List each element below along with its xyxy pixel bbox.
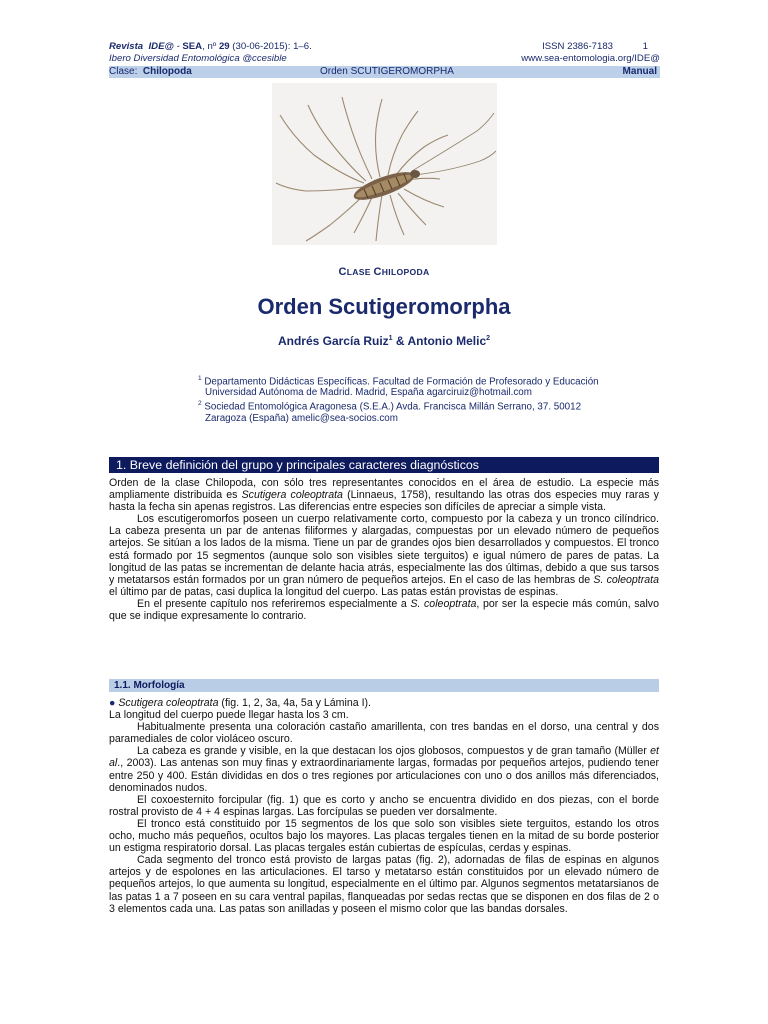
- journal-name: IDE@: [148, 41, 174, 52]
- paragraph-text: En el presente capítulo nos referiremos especialmente a: [137, 597, 411, 610]
- class-heading-c: C: [338, 266, 347, 278]
- scutigera-photo: [272, 83, 497, 245]
- journal-subheader: [109, 53, 660, 64]
- affiliation-1-line2: Universidad Autónoma de Madrid. Madrid, España agarciruiz@hotmail.com: [205, 387, 532, 399]
- issue-date: (30-06-2015): 1–6.: [229, 41, 312, 52]
- paragraph: El tronco está constituido por 15 segmentos de los que solo son visibles siete terguitos, estando los otros ocho, mucho más pequeños, ocultos bajo los mayores. Las placas tergales tienen en la mitad de su borde posterior un estigma respiratorio dorsal. Las placas tergales están cubiertas de espículas, cerdas y espinas.: [109, 817, 659, 855]
- orden-label: Orden: [320, 66, 348, 77]
- class-heading-ch: C: [373, 266, 382, 278]
- class-heading: [0, 266, 768, 278]
- affiliation-2-line1: Sociedad Entomológica Aragonesa (S.E.A.) Avda. Francisca Millán Serrano, 37. 50012: [201, 401, 582, 413]
- issn: ISSN 2386-7183: [542, 41, 613, 52]
- paragraph: El coxoesternito forcipular (fig. 1) que es corto y ancho se encuentra dividido en dos piezas, con el borde rostral provisto de 4 + 4 espinas largas. Las forcípulas se pueden ver dorsalmente.: [109, 793, 659, 818]
- section-1-1-heading: 1.1. Morfología: [109, 679, 659, 692]
- species-name: S. coleoptrata: [593, 573, 660, 586]
- paragraph: Cada segmento del tronco está provisto de largas patas (fig. 2), adornadas de filas de espinas en algunos artejos y de espolones en las articulaciones. El tarso y metatarso están constituidos por un elevado número de pequeños artejos, lo que aumenta su longitud, especialmente en el último par. Algunos segmentos metatarsianos de las patas 1 a 7 poseen en su cara ventral papilas, flanqueadas por sedas rectas que se disponen en dos filas de 2 o 3 elementos cada una. Las patas son anilladas y poseen el mismo color que las bandas dorsales.: [109, 854, 659, 915]
- section-1-1-body: [109, 697, 659, 915]
- bullet-icon: ●: [109, 697, 116, 709]
- class-heading-hilopoda: HILOPODA: [381, 267, 430, 277]
- section-1-body: [109, 477, 659, 622]
- body: [351, 167, 420, 206]
- affiliation-1-line1: Departamento Didácticas Específicas. Facultad de Formación de Profesorado y Educación: [201, 376, 599, 388]
- issue-number: 29: [218, 41, 230, 52]
- journal-citation: [109, 41, 312, 52]
- page-title: Orden Scutigeromorpha: [257, 294, 511, 319]
- page-number: 1: [642, 41, 648, 52]
- journal-subtitle: Ibero Diversidad Entomológica @ccesible: [109, 53, 287, 64]
- affiliation-1-sup: 1: [198, 375, 202, 382]
- journal-sep: -: [173, 41, 183, 52]
- affiliation-2: [198, 398, 599, 412]
- affiliation-2-line2: Zaragoza (España) amelic@sea-socios.com: [205, 412, 398, 424]
- paragraph-text: , por ser la especie más común, salvo que se indique expresamente lo contrario.: [109, 597, 659, 623]
- species-name: Scutigera coleoptrata: [118, 697, 219, 709]
- paragraph: [109, 745, 659, 793]
- et-al: et al: [109, 745, 659, 770]
- journal-url[interactable]: www.sea-entomologia.org/IDE@: [521, 53, 660, 64]
- species-line: [109, 697, 659, 709]
- paragraph-text: Los escutigeromorfos poseen un cuerpo relativamente corto, compuesto por la cabeza y un tronco cilíndrico. La cabeza presenta un par de antenas filiformes y alargadas, compuestas por un elevado número de pequeños artejos. Se sitúan a los lados de la misma. Tiene un par de grandes ojos bien desarrollados y compuestos. El tronco está formado por 15 segmentos (aunque solo son visibles siete terguitos) e igual número de pares de patas. La longitud de las patas se incrementan de delante hacia atrás, especialmente las dos últimas, debido a que sus tarsos y metatarsos están formados por un gran número de pequeños artejos. En el caso de las hembras de: [109, 513, 659, 586]
- legs: [276, 97, 448, 241]
- sea-label: SEA: [182, 41, 203, 52]
- author-2: Antonio Melic: [407, 334, 487, 348]
- clase-label: Clase:: [109, 66, 138, 77]
- author-1: Andrés García Ruiz: [277, 334, 389, 348]
- affiliation-2-sup: 2: [198, 400, 202, 408]
- paragraph-text: ., 2003). Las antenas son muy finas y extraordinariamente largas, formadas por pequeños artejos, pudiendo tener entre 250 y 400. Están divididas en dos o tres regiones por articulaciones con uno o dos anillos más diferenciados, denominados nudos.: [109, 757, 659, 794]
- author-1-sup: 1: [388, 335, 393, 342]
- paragraph-text: el último par de patas, casi duplica la longitud del cuerpo. Las patas están provistas de espinas.: [109, 585, 559, 598]
- paragraph-text: (Linnaeus, 1758), resultando las otras dos especies muy raras y hasta la fecha sin apenas registros. Las diferencias entre especies son difíciles de apreciar a simple vista.: [109, 489, 659, 514]
- section-1-heading: 1. Breve definición del grupo y principales caracteres diagnósticos: [109, 457, 659, 473]
- paragraph: [109, 513, 659, 598]
- affiliations: [198, 373, 599, 424]
- orden-field: [320, 66, 454, 78]
- paragraph: [109, 477, 659, 513]
- paragraph: Habitualmente presenta una coloración castaño amarillenta, con tres bandas en el dorso, una central y dos paramediales de color violáceo oscuro.: [109, 721, 659, 746]
- affiliation-1: [198, 373, 599, 387]
- author-2-sup: 2: [486, 335, 491, 342]
- species-name: Scutigera coleoptrata: [241, 489, 343, 502]
- paragraph: La longitud del cuerpo puede llegar hasta los 3 cm.: [109, 709, 349, 722]
- paragraph-text: Orden de la clase Chilopoda, con sólo tres representantes conocidos en el área de estudio. La especie más ampliamente distribuida es: [109, 477, 659, 502]
- classification-bar: [109, 66, 660, 78]
- manual-label: Manual: [622, 66, 657, 77]
- clase-field: [109, 66, 192, 78]
- paragraph: [109, 598, 659, 622]
- species-name: S. coleoptrata: [410, 597, 477, 610]
- class-heading-lase: LASE: [346, 267, 374, 277]
- orden-value: SCUTIGEROMORPHA: [350, 66, 454, 77]
- scutigera-illustration: [272, 83, 497, 245]
- antennae: [412, 113, 496, 175]
- authors: [0, 334, 768, 348]
- species-reference: (fig. 1, 2, 3a, 4a, 5a y Lámina I).: [218, 697, 371, 709]
- journal-label: Revista: [109, 41, 144, 52]
- journal-header: [109, 41, 660, 52]
- clase-value: Chilopoda: [142, 66, 192, 77]
- author-conjunction: &: [392, 334, 408, 348]
- paragraph-text: La cabeza es grande y visible, en la que destacan los ojos globosos, compuestos y de gran tamaño (Müller: [137, 745, 651, 758]
- issue-label: , nº: [202, 41, 219, 52]
